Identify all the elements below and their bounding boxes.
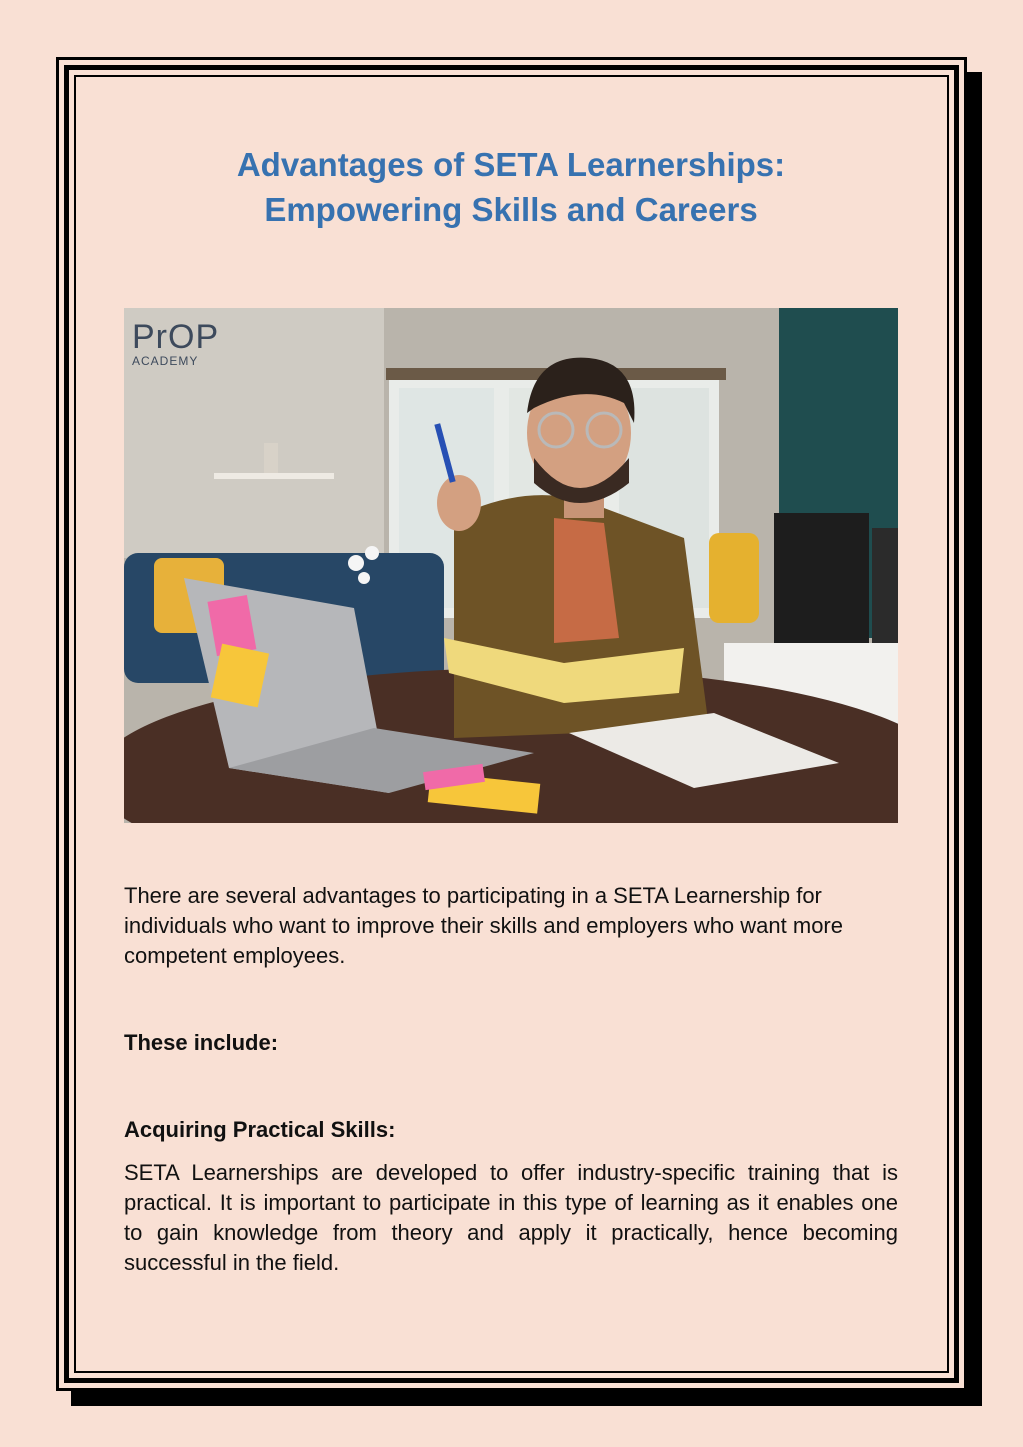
hero-photo-illustration	[124, 308, 898, 823]
page-title-line-2: Empowering Skills and Careers	[264, 191, 758, 228]
logo-mark: PrOP	[132, 318, 220, 356]
page-title-line-1: Advantages of SETA Learnerships:	[236, 146, 786, 183]
intro-paragraph: There are several advantages to participating in a SETA Learnership for individuals who want to improve their skills and employers who want more competent employees.	[124, 883, 843, 968]
section-body: SETA Learnerships are developed to offer industry-specific training that is practical. It is important to participate in this type of learning as it enables one to gain knowledge from theory and apply it practically, hence becoming successful in the field.	[124, 1160, 898, 1275]
hero-photo	[124, 308, 898, 823]
prop-academy-logo	[132, 320, 222, 368]
these-include-heading: These include:	[124, 1030, 279, 1055]
section-heading: Acquiring Practical Skills:	[124, 1117, 396, 1142]
page-title	[124, 142, 898, 232]
logo-wordmark: ACADEMY	[132, 354, 199, 368]
